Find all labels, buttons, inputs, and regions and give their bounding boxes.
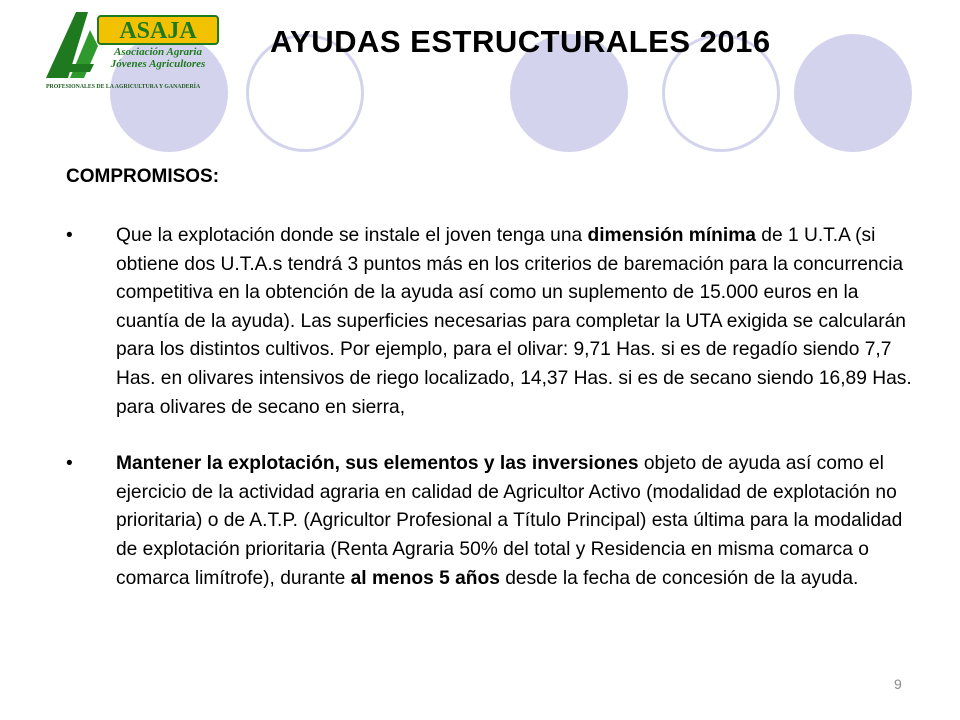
bullet-item bbox=[66, 450, 916, 593]
bullet-marker: • bbox=[66, 225, 73, 246]
bullet-text: desde la fecha de concesión de la ayuda. bbox=[499, 567, 859, 589]
page-number: 9 bbox=[894, 676, 902, 692]
bullet-text: de 1 U.T.A (si obtiene dos U.T.A.s tendrá 3 puntos más en los criterios de baremación para la concurrencia competitiva en la obtención de la ayuda así como un suplemento de 15.000 euros en la cuantía de la ayuda). Las superficies necesarias para completar la UTA exigida se calcularán para los distintos cultivos. Por ejemplo, para el olivar: 9,71 Has. si es de regadío siendo 7,7 Has. en olivares intensivos de riego localizado, 14,37 Has. si es de secano siendo 16,89 Has. para olivares de secano en sierra, bbox=[116, 225, 912, 418]
bullet-item bbox=[66, 222, 916, 422]
svg-text:Asociación Agraria: Asociación Agraria bbox=[114, 46, 202, 58]
svg-text:ASAJA: ASAJA bbox=[119, 18, 197, 44]
asaja-logo bbox=[40, 6, 240, 96]
bullet-text-bold: dimensión mínima bbox=[587, 225, 756, 246]
bullet-text-bold: al menos 5 años bbox=[350, 567, 500, 589]
decorative-circle-filled bbox=[794, 34, 912, 152]
section-heading: COMPROMISOS: bbox=[66, 166, 220, 187]
bullet-marker: • bbox=[66, 453, 73, 475]
bullet-text: objeto de ayuda así como el ejercicio de la actividad agraria en calidad de Agricultor Activo (modalidad de explotación no prioritaria) o de A.T.P. (Agricultor Profesional a Título Principal) esta última para la modalidad de explotación prioritaria (Renta Agraria 50% del total y Residencia en misma comarca o comarca limítrofe), durante bbox=[116, 453, 903, 589]
bullet-text-bold: Mantener la explotación, sus elementos y las inversiones bbox=[116, 453, 639, 475]
slide-title: AYUDAS ESTRUCTURALES 2016 bbox=[270, 24, 771, 59]
bullet-list bbox=[66, 222, 916, 593]
bullet-text: Que la explotación donde se instale el joven tenga una bbox=[116, 225, 588, 246]
svg-text:PROFESIONALES DE LA AGRICULTUR: PROFESIONALES DE LA AGRICULTURA Y GANADERÍA bbox=[46, 84, 201, 90]
svg-text:Jóvenes Agricultores: Jóvenes Agricultores bbox=[110, 58, 206, 70]
